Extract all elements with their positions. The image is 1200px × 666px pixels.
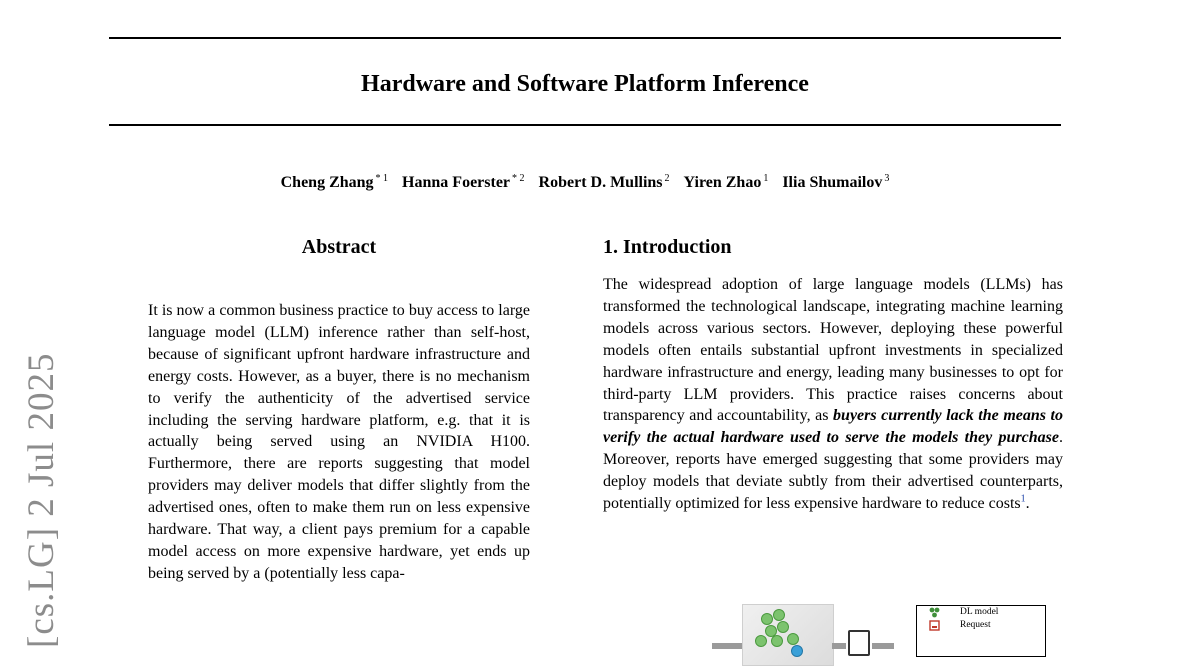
legend-label: DL model — [960, 607, 999, 617]
author — [539, 174, 670, 191]
request-icon — [929, 620, 940, 631]
abstract-text: It is now a common business practice to buy access to large language model (LLM) inference rather than self-host, because of significant upfront hardware infrastructure and energy costs. However, as a buyer, there is no mechanism to verify the authenticity of the advertised service including the serving hardware platform, e.g. that it is actually being served using an NVIDIA H100. Furthermore, there are reports suggesting that model providers may deliver models that differ slightly from the advertised ones, often to make them run on less expensive hardware. That way, a client pays premium for a capable model access on more expensive hardware, yet ends up being served by a (potentially less capa- — [148, 302, 530, 582]
chip-icon — [791, 645, 803, 657]
section-heading-introduction: 1. Introduction — [603, 236, 732, 258]
intro-emphasis: buyers currently lack the means to verify the actual hardware used to serve the models they purchase — [603, 407, 1064, 447]
arrow-icon — [872, 643, 894, 649]
author — [684, 174, 769, 191]
author-name: Ilia Shumailov — [782, 174, 883, 192]
author-name: Hanna Foerster — [402, 174, 511, 192]
figure-legend — [916, 605, 1046, 657]
footnote-link[interactable]: 1 — [1020, 493, 1026, 505]
author-affiliation: * 2 — [512, 173, 525, 184]
author-name: Yiren Zhao — [683, 174, 762, 192]
network-node-icon — [773, 609, 785, 621]
title-rule-top — [109, 37, 1061, 39]
author — [782, 174, 889, 191]
network-node-icon — [761, 613, 773, 625]
author — [281, 174, 388, 191]
intro-text-part: The widespread adoption of large language models (LLMs) has transformed the technological landscape, integrating machine learning models across various sectors. However, deploying these powerful models often entails substantial upfront investments in specialized hardware infrastructure and energy, leading many businesses to opt for third-party LLM providers. This practice raises concerns about transparency and accountability, as — [603, 276, 1063, 425]
author-affiliation: 3 — [884, 173, 890, 184]
introduction-text — [603, 274, 1063, 515]
network-node-icon — [787, 633, 799, 645]
abstract-heading: Abstract — [301, 236, 377, 258]
network-node-icon — [771, 635, 783, 647]
author-list — [0, 168, 1170, 194]
document-icon — [848, 630, 870, 656]
author-affiliation: 2 — [664, 173, 670, 184]
author-name: Cheng Zhang — [280, 174, 374, 192]
arrow-icon — [832, 643, 846, 649]
network-icon — [929, 607, 940, 618]
author-affiliation: 1 — [763, 173, 769, 184]
arrow-icon — [712, 643, 742, 649]
intro-text-part: . — [1025, 495, 1030, 513]
legend-label: Request — [960, 620, 991, 630]
server-box-icon — [742, 604, 834, 666]
network-node-icon — [777, 621, 789, 633]
author — [402, 174, 524, 191]
network-node-icon — [755, 635, 767, 647]
author-affiliation: * 1 — [375, 173, 389, 184]
figure-1 — [700, 598, 1060, 648]
arxiv-stamp: [cs.LG] 2 Jul 2025 — [21, 352, 62, 648]
title-rule-bottom — [109, 124, 1061, 126]
intro-text-part: . Moreover, reports have emerged suggesting that some providers may deploy models that deviate subtly from their advertised counterparts, potentially optimized for less expensive hardware to reduce costs — [603, 429, 1063, 513]
paper-title: Hardware and Software Platform Inference — [361, 71, 809, 97]
legend-item — [917, 606, 1045, 619]
author-name: Robert D. Mullins — [538, 174, 663, 192]
legend-item — [917, 619, 1045, 632]
